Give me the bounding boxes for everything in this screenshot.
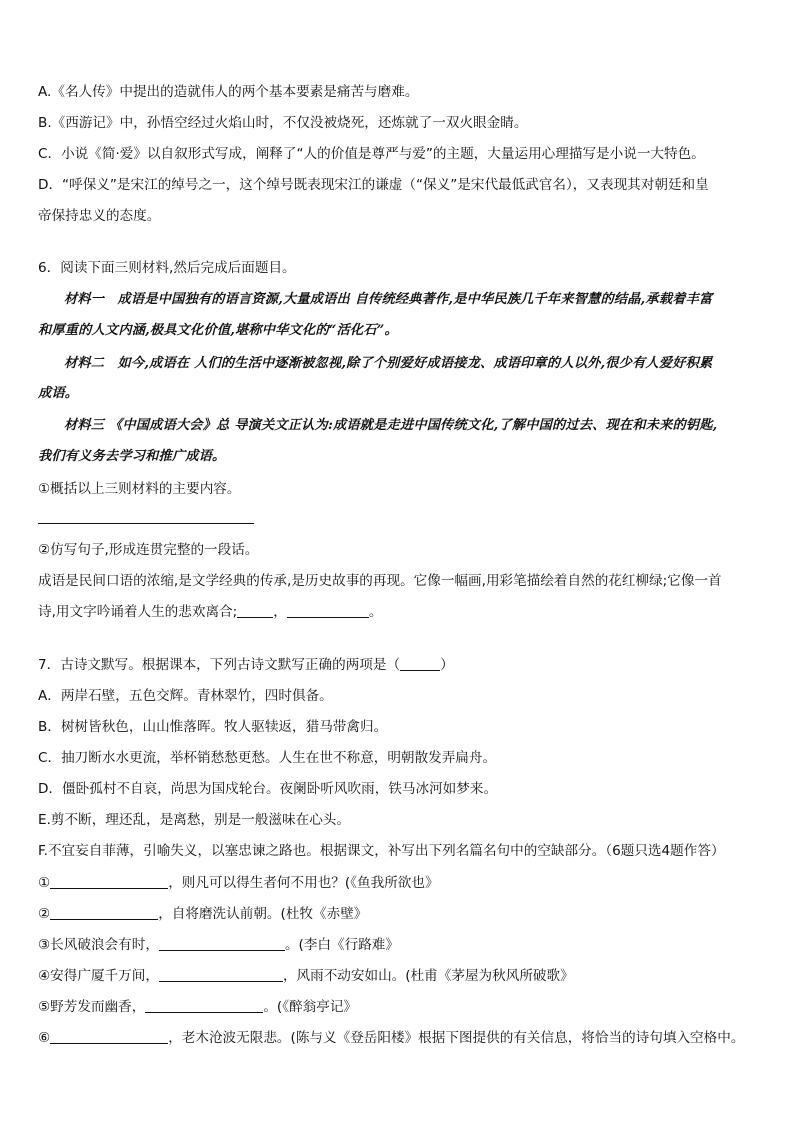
q7-fill-1	[38, 873, 439, 893]
q7-fill-6-text: ，老木沧波无限悲。(陈与义《登岳阳楼》根据下图提供的有关信息，将恰当的诗句填入空格中。	[168, 1030, 745, 1046]
q6-material-2: 材料二 如今,成语在 人们的生活中逐渐被忽视,除了个别爱好成语接龙、成语印章的人以外,很少有人爱好积累	[64, 356, 713, 371]
q6-material-1: 材料一 成语是中国独有的语言资源,大量成语出 自传统经典著作,是中华民族几千年来智慧的结晶,承载着丰富	[64, 292, 713, 307]
q7-fill-2-number: ②	[38, 906, 51, 922]
q6-sub2: ②仿写句子,形成连贯完整的一段话。	[38, 542, 259, 558]
q7-fill-6-blank[interactable]	[50, 1029, 168, 1044]
q7-option-c: C．抽刀断水水更流，举杯销愁愁更愁。人生在世不称意，明朝散发弄扁舟。	[38, 750, 497, 766]
q7-fill-6-number: ⑥	[38, 1030, 51, 1046]
q6-blank-2[interactable]	[287, 603, 369, 618]
q6-material-3-cont: 我们有义务去学习和推广成语。	[38, 449, 226, 464]
q6-paragraph-2	[38, 602, 382, 622]
q6-blank-1[interactable]	[237, 603, 273, 618]
q7-fill-4	[38, 966, 574, 986]
q7-fill-1-number: ①	[38, 875, 51, 891]
q7-option-e: E.剪不断，理还乱，是离愁，别是一般滋味在心头。	[38, 812, 350, 828]
q7-fill-2-text: ，自将磨洗认前朝。(杜牧《赤壁》	[158, 906, 368, 922]
q7-option-d: D．僵卧孤村不自哀，尚思为国戍轮台。夜阑卧听风吹雨，铁马冰河如梦来。	[38, 781, 498, 797]
q6-sub1: ①概括以上三则材料的主要内容。	[38, 481, 241, 497]
q7-fill-2	[38, 904, 367, 924]
q7-stem-close: ）	[440, 657, 454, 673]
q7-fill-1-text: ，则凡可以得生者何不用也？(《鱼我所欲也》	[168, 875, 439, 891]
q5-option-b: B.《西游记》中，孙悟空经过火焰山时，不仅没被烧死，还炼就了一双火眼金睛。	[38, 115, 528, 131]
q5-option-c: C．小说《简·爱》以自叙形式写成，阐释了“人的价值是尊严与爱”的主题，大量运用心理描写是小说一大特色。	[38, 146, 705, 162]
q7-fill-5-prefix: ⑤野芳发而幽香，	[38, 999, 146, 1015]
q7-fill-3-blank[interactable]	[159, 936, 285, 951]
q7-fill-3-text: 。(李白《行路难》	[284, 937, 399, 953]
q7-option-a: A．两岸石壁，五色交辉。青林翠竹，四时俱备。	[38, 688, 333, 704]
q7-fill-4-prefix: ④安得广厦千万间，	[38, 968, 159, 984]
q6-sub1-answer-line[interactable]	[38, 523, 254, 524]
q6-material-1-cont: 和厚重的人文内涵,极具文化价值,堪称中华文化的“活化石”。	[38, 323, 398, 338]
q7-fill-5-blank[interactable]	[145, 998, 263, 1013]
q5-option-a: A.《名人传》中提出的造就伟人的两个基本要素是痛苦与磨难。	[38, 84, 419, 100]
q7-option-f: F.不宜妄自菲薄，引喻失义，以塞忠谏之路也。根据课文，补写出下列名篇名句中的空缺部分。（6题只选4题作答）	[38, 843, 725, 859]
q7-fill-1-blank[interactable]	[50, 874, 168, 889]
q6-material-2-cont: 成语。	[38, 386, 79, 401]
q7-fill-4-text: ，风雨不动安如山。(杜甫《茅屋为秋风所破歌》	[282, 968, 574, 984]
q7-fill-3	[38, 935, 399, 955]
q7-option-b: B．树树皆秋色，山山惟落晖。牧人驱犊返，猎马带禽归。	[38, 719, 388, 735]
q6-paragraph-1: 成语是民间口语的浓缩,是文学经典的传承,是历史故事的再现。它像一幅画,用彩笔描绘着自然的花红柳绿;它像一首	[38, 573, 722, 589]
q7-fill-5	[38, 997, 357, 1017]
q5-option-d-cont: 帝保持忠义的态度。	[38, 208, 161, 224]
q6-paragraph-2-text: 诗,用文字吟诵着人生的悲欢离合;	[38, 604, 238, 620]
q7-fill-6	[38, 1028, 744, 1048]
q6-comma: ，	[273, 604, 287, 620]
q7-stem-text: 7．古诗文默写。根据课本，下列古诗文默写正确的两项是（	[38, 657, 401, 673]
q7-answer-blank[interactable]	[400, 656, 440, 671]
q7-fill-2-blank[interactable]	[50, 905, 158, 920]
q7-fill-3-prefix: ③长风破浪会有时，	[38, 937, 159, 953]
q7-stem	[38, 655, 454, 675]
q6-stem: 6．阅读下面三则材料,然后完成后面题目。	[38, 260, 296, 276]
q6-period: 。	[368, 604, 383, 620]
q5-option-d: D．“呼保义”是宋江的绰号之一，这个绰号既表现宋江的谦虚（“保义”是宋代最低武官名），又表现其对朝廷和皇	[38, 177, 709, 193]
q7-fill-4-blank[interactable]	[159, 967, 283, 982]
q7-fill-5-text: 。(《醉翁亭记》	[263, 999, 358, 1015]
q6-material-3: 材料三 《中国成语大会》总 导演关文正认为:成语就是走进中国传统文化,了解中国的过去、现在和未来的钥匙,	[64, 418, 718, 433]
